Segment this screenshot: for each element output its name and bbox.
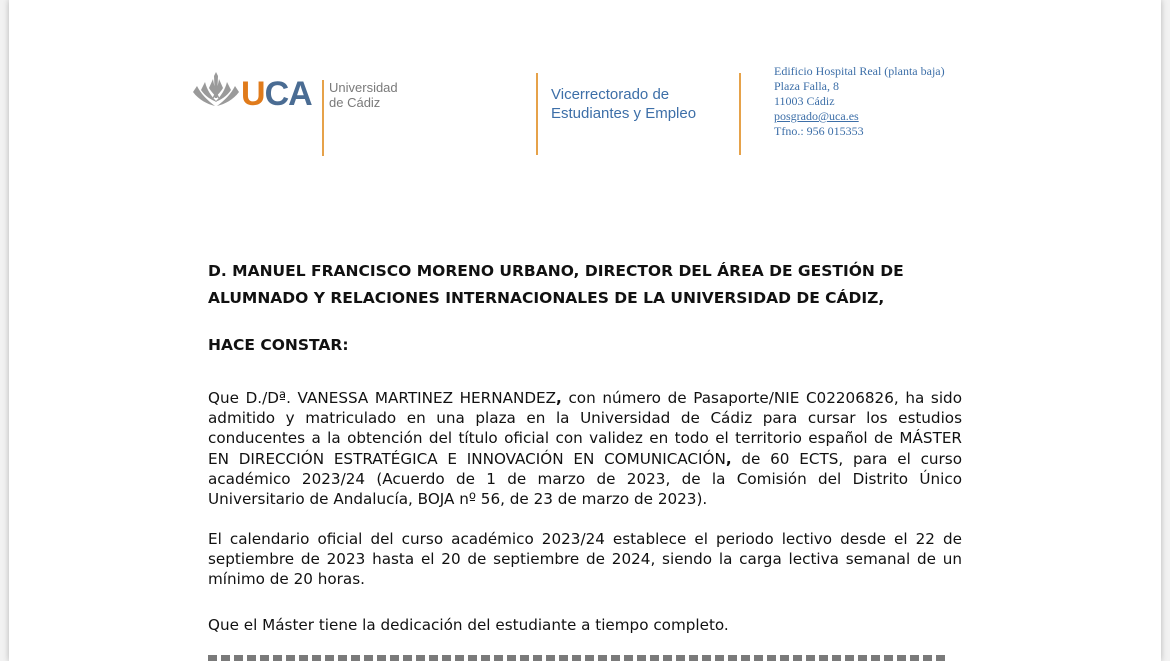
uca-logo — [191, 70, 521, 160]
vice-line1: Vicerrectorado de — [551, 86, 670, 103]
document-title: D. MANUEL FRANCISCO MORENO URBANO, DIRECTOR DEL ÁREA DE GESTIÓN DE ALUMNADO Y RELACIONES INTERNACIONALES DE LA UNIVERSIDAD DE CÁDIZ, — [208, 262, 904, 307]
address-line: 11003 Cádiz — [774, 94, 835, 108]
address-line: Plaza Falla, 8 — [774, 79, 839, 93]
truncated-text-line — [208, 655, 948, 661]
address-line: Edificio Hospital Real (planta baja) — [774, 64, 945, 78]
document-page — [9, 0, 1161, 661]
paragraph-dedication: Que el Máster tiene la dedicación del estudiante a tiempo completo. — [208, 616, 729, 634]
paragraph-text: de 60 ECTS, para el curso académico 2023/24 (Acuerdo de 1 de marzo de 2023, de la Comisión del Distrito Único Universitario de Andalucía, BOJA nº 56, de 23 de marzo de 2023). — [208, 449, 962, 509]
university-line2: de Cádiz — [329, 95, 381, 110]
email-link[interactable]: posgrado@uca.es — [774, 109, 859, 123]
paragraph-calendar: El calendario oficial del curso académico 2023/24 establece el periodo lectivo desde el 22 de septiembre de 2023 hasta el 20 de septiembre de 2024, siendo la carga lectiva semanal de un mínimo de 20 horas. — [208, 530, 962, 589]
vice-line2: Estudiantes y Empleo — [551, 105, 697, 122]
bold-comma: , — [556, 389, 562, 407]
uca-emblem-icon — [191, 70, 241, 110]
student-name: Que D./Dª. VANESSA MARTINEZ HERNANDEZ — [208, 389, 557, 407]
bold-comma: , — [725, 449, 732, 468]
header-divider — [536, 73, 538, 155]
header-divider — [739, 73, 741, 155]
vicerrectorado-label — [551, 85, 696, 123]
paragraph-admission — [208, 388, 962, 509]
hace-constar-heading: HACE CONSTAR: — [208, 336, 349, 354]
paragraph-text: con número de Pasaporte/NIE C02206826, ha sido admitido y matriculado en una plaza en la Universidad de Cádiz para cursar los estudios conducentes a la obtención del título oficial con validez en todo el territorio español de MÁSTER EN DIRECCIÓN ESTRATÉGICA E INNOVACIÓN EN COMUNICACIÓN — [208, 389, 962, 468]
logo-divider — [322, 80, 324, 156]
uca-wordmark: UCA — [241, 75, 312, 113]
phone-number: Tfno.: 956 015353 — [774, 124, 864, 138]
address-block — [774, 64, 945, 139]
university-name — [329, 80, 398, 110]
university-line1: Universidad — [329, 80, 398, 95]
